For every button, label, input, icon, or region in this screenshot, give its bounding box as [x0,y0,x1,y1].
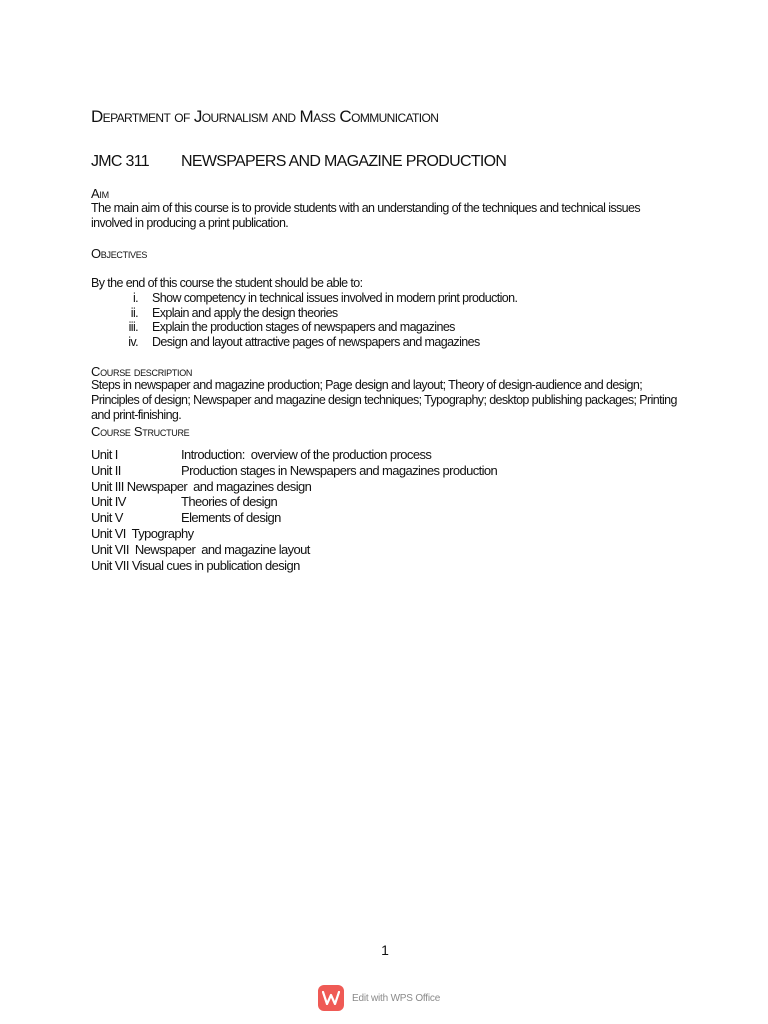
aim-heading: Aim [91,186,109,201]
wps-watermark-text: Edit with WPS Office [352,992,441,1004]
objective-number: ii. [130,305,138,320]
objective-number: iii. [128,320,138,334]
unit-row [91,510,691,526]
unit-row [91,479,691,495]
objectives-list [91,291,691,349]
course-code: JMC 311 [91,153,149,170]
unit-label: Unit VII [91,557,129,573]
unit-label: Unit III [91,478,124,494]
aim-text: The main aim of this course is to provide students with an understanding of the techniques and technical issues involved in producing a print publication. [91,201,641,230]
course-description-text: Steps in newspaper and magazine production; Page design and layout; Theory of design-audience and design; Principles of design; Newspaper and magazine design techniques; Typography; desktop publishing packages; Printing and print-finishing. [91,378,677,422]
unit-row [91,447,691,463]
objectives-heading: Objectives [91,246,148,261]
unit-label: Unit IV [91,494,126,510]
wps-watermark[interactable] [318,985,440,1011]
unit-row [91,542,691,558]
page-number: 1 [381,942,389,958]
unit-label: Unit VI [91,525,126,541]
course-structure-heading: Course Structure [91,424,190,439]
objective-text: Explain and apply the design theories [152,305,338,320]
unit-row [91,526,691,542]
unit-label: Unit V [91,510,123,526]
objective-number: i. [132,291,138,305]
objectives-intro: By the end of this course the student should be able to: [91,276,363,290]
unit-title: Production stages in Newspapers and magazines production [181,462,498,478]
unit-row [91,463,691,479]
objective-text: Explain the production stages of newspapers and magazines [152,320,455,334]
course-structure-list [91,447,691,573]
unit-label: Unit I [91,447,118,462]
objective-text: Design and layout attractive pages of newspapers and magazines [152,334,480,349]
objective-number: iv. [128,334,138,349]
objective-item [91,320,691,335]
unit-title: Newspaper and magazine layout [134,541,310,557]
unit-title: Theories of design [181,494,278,510]
unit-title: Newspaper and magazines design [126,478,312,494]
unit-row [91,494,691,510]
unit-title: Elements of design [181,510,281,526]
course-title [91,153,691,171]
unit-title: Typography [131,525,194,541]
objective-item [91,291,691,306]
unit-row [91,558,691,574]
unit-label: Unit II [91,462,121,478]
course-description-heading: Course description [91,364,193,379]
unit-title: Introduction: overview of the production process [181,447,432,462]
unit-label: Unit VII [91,541,129,557]
department-title: Department of Journalism and Mass Communication [91,107,439,126]
objective-item [91,335,691,350]
course-name: NEWSPAPERS AND MAGAZINE PRODUCTION [181,153,507,170]
unit-title: Visual cues in publication design [131,557,300,573]
objective-text: Show competency in technical issues involved in modern print production. [152,291,518,305]
wps-logo-icon [318,985,344,1011]
objective-item [91,306,691,321]
